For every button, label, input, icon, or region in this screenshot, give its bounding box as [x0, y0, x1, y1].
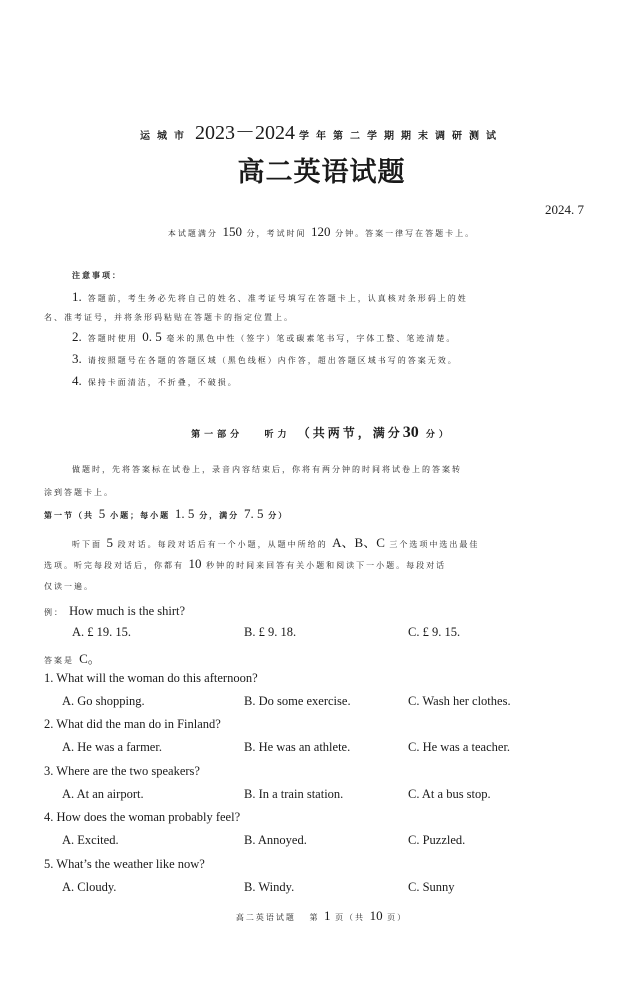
note-item-2	[72, 329, 456, 345]
instr-text-e: 秒钟的时间来回答有关小题和阅读下一小题。每段对话	[206, 561, 447, 570]
note-text: 请按照题号在各题的答题区域（黑色线框）内作答，超出答题区域书写的答案无效。	[87, 356, 458, 365]
example-option-b: B. £ 9. 18.	[244, 625, 297, 639]
question-5-options	[62, 880, 622, 898]
question-1: 1. What will the woman do this afternoon?	[44, 671, 258, 685]
option-b: B. In a train station.	[244, 787, 344, 801]
page-footer	[0, 908, 643, 924]
option-b: B. Windy.	[244, 880, 295, 894]
intro-text-c: 分钟。答案一律写在答题卡上。	[335, 229, 476, 238]
option-c: C. Sunny	[408, 880, 455, 894]
note-value: 0. 5	[142, 329, 162, 344]
note-item-1-cont: 名、准考证号，并将条形码粘贴在答题卡的指定位置上。	[44, 313, 294, 322]
instr-options: A、B、C	[332, 535, 385, 550]
part-label: 第一部分	[191, 430, 244, 440]
part-score: 30	[402, 424, 419, 441]
intro-text-a: 本试题满分	[167, 229, 218, 238]
question-3-options	[62, 787, 622, 805]
section-instruction-2	[44, 556, 446, 572]
section-instruction-3: 仅读一遍。	[44, 582, 94, 591]
footer-text-a: 第	[309, 913, 320, 922]
section-points: 1. 5	[174, 506, 195, 521]
section-instruction-1	[72, 532, 479, 551]
note-number: 4.	[72, 373, 82, 388]
note-text-b: 毫米的黑色中性（签字）笔或碳素笔书写，字体工整、笔迹清楚。	[166, 334, 457, 343]
section-text-b: 小题；每小题	[110, 510, 171, 520]
question-5: 5. What’s the weather like now?	[44, 857, 205, 871]
instr-text-b: 段对话。每段对话后有一个小题，从题中所给的	[117, 540, 328, 549]
note-item-4	[72, 373, 238, 389]
intro-time: 120	[311, 224, 331, 239]
note-number: 2.	[72, 329, 82, 344]
instr-count: 5	[106, 535, 114, 550]
part-heading	[0, 424, 643, 442]
section-heading	[44, 506, 288, 522]
intro-text-b: 分，考试时间	[246, 229, 307, 238]
instr-text-c: 三个选项中选出最佳	[389, 540, 480, 549]
example-answer	[44, 648, 101, 667]
part-info-a: （共两节，满分	[297, 426, 403, 440]
example-options	[72, 625, 632, 643]
instr-text-d: 选项。听完每段对话后，你都有	[44, 561, 184, 570]
note-item-3	[72, 351, 458, 367]
header-year: 2023－2024	[195, 122, 295, 144]
option-b: B. Annoyed.	[244, 833, 307, 847]
example-label: 例：	[44, 608, 64, 617]
option-b: B. Do some exercise.	[244, 694, 351, 708]
option-a: A. Cloudy.	[62, 880, 117, 894]
footer-text-c: 页）	[387, 913, 408, 922]
option-a: A. At an airport.	[62, 787, 144, 801]
option-a: A. He was a farmer.	[62, 740, 162, 754]
option-a: A. Go shopping.	[62, 694, 145, 708]
option-c: C. At a bus stop.	[408, 787, 491, 801]
example-question	[44, 600, 185, 619]
intro-score: 150	[222, 224, 242, 239]
question-2: 2. What did the man do in Finland?	[44, 717, 221, 731]
question-2-options	[62, 740, 622, 758]
section-text-a: 第一节（共	[44, 510, 94, 520]
option-c: C. Puzzled.	[408, 833, 466, 847]
option-c: C. Wash her clothes.	[408, 694, 511, 708]
section-count: 5	[98, 506, 106, 521]
footer-text-b: 页（共	[335, 913, 366, 922]
exam-date: 2024. 7	[545, 202, 584, 217]
instr-seconds: 10	[188, 556, 202, 571]
footer-total-pages: 10	[369, 908, 383, 923]
example-option-c: C. £ 9. 15.	[408, 625, 461, 639]
exam-header	[0, 116, 643, 145]
footer-page-number: 1	[324, 908, 331, 923]
part-info-b: 分）	[425, 430, 452, 440]
option-b: B. He was an athlete.	[244, 740, 351, 754]
example-question-text: How much is the shirt?	[69, 604, 186, 618]
note-item-1	[72, 289, 468, 305]
note-number: 3.	[72, 351, 82, 366]
note-text: 保持卡面清洁，不折叠，不破损。	[87, 378, 238, 387]
question-4-options	[62, 833, 622, 851]
notes-title: 注意事项：	[72, 270, 122, 280]
header-term: 学年第二学期期末调研测试	[299, 131, 503, 142]
answer-label: 答案是	[44, 656, 74, 665]
footer-title: 高二英语试题	[235, 913, 296, 922]
section-text-c: 分，满分	[199, 510, 240, 520]
note-text-a: 答题时使用	[87, 334, 138, 343]
instruction-line-2: 涂到答题卡上。	[44, 488, 114, 497]
question-4: 4. How does the woman probably feel?	[44, 810, 241, 824]
section-total: 7. 5	[243, 506, 264, 521]
note-number: 1.	[72, 289, 82, 304]
note-text: 答题前，考生务必先将自己的姓名、准考证号填写在答题卡上，认真核对条形码上的姓	[87, 294, 468, 303]
example-option-a: A. £ 19. 15.	[72, 625, 132, 639]
answer-value: C。	[79, 651, 101, 666]
instruction-line-1: 做题时，先将答案标在试卷上，录音内容结束后，你将有两分钟的时间将试卷上的答案转	[72, 465, 462, 474]
part-subject: 听力	[264, 430, 291, 440]
instr-text-a: 听下面	[72, 540, 102, 549]
section-text-d: 分）	[268, 510, 289, 520]
header-city: 运城市	[140, 131, 191, 142]
question-1-options	[62, 694, 622, 712]
exam-intro	[0, 224, 643, 240]
option-a: A. Excited.	[62, 833, 119, 847]
question-3: 3. Where are the two speakers?	[44, 764, 200, 778]
page-title: 高二英语试题	[237, 157, 406, 188]
option-c: C. He was a teacher.	[408, 740, 511, 754]
